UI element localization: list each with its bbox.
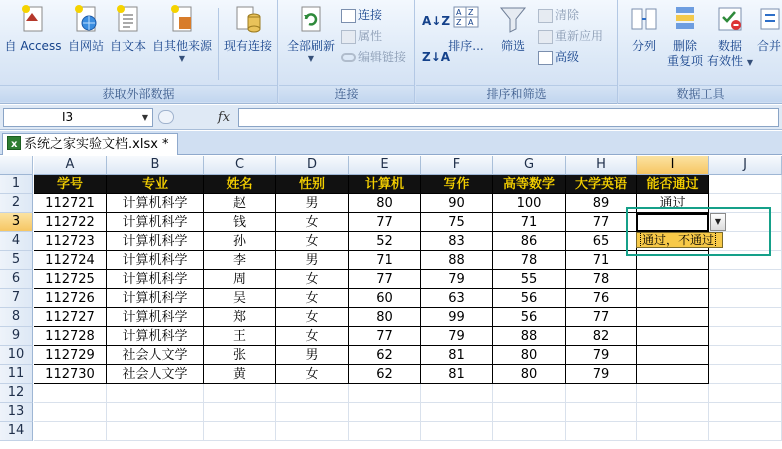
table-cell[interactable]: 77 xyxy=(566,308,637,327)
empty-cell[interactable] xyxy=(709,365,782,384)
header-cell[interactable]: 姓名 xyxy=(204,175,276,194)
remove-duplicates-button[interactable] xyxy=(665,3,705,69)
clear-button[interactable] xyxy=(538,6,579,24)
from-web-label: 自网站 xyxy=(67,39,104,53)
table-cell[interactable]: 李 xyxy=(204,251,276,270)
table-cell[interactable]: 78 xyxy=(493,251,566,270)
refresh-all-label: 全部刷新 xyxy=(286,39,335,53)
table-cell[interactable]: 63 xyxy=(421,289,493,308)
empty-cell[interactable] xyxy=(709,175,782,194)
properties-icon xyxy=(341,30,356,44)
column-header-E[interactable]: E xyxy=(349,156,421,175)
table-cell[interactable]: 计算机科学 xyxy=(107,270,204,289)
column-header-A[interactable]: A xyxy=(34,156,107,175)
remove-duplicates-label-1: 删除 xyxy=(672,39,697,53)
advanced-filter-icon xyxy=(538,51,553,65)
workbook-tab-label: 系统之家实验文档.xlsx * xyxy=(24,137,169,152)
empty-cell[interactable] xyxy=(709,327,782,346)
empty-cell[interactable] xyxy=(637,422,709,441)
table-cell[interactable] xyxy=(637,251,709,270)
consolidate-button[interactable] xyxy=(755,3,782,54)
empty-cell[interactable] xyxy=(709,384,782,403)
workbook-tab-strip xyxy=(0,131,782,155)
table-cell[interactable]: 112723 xyxy=(34,232,107,251)
empty-cell[interactable] xyxy=(709,346,782,365)
row-header-2[interactable]: 2 xyxy=(0,194,33,213)
table-cell[interactable] xyxy=(637,270,709,289)
reapply-button[interactable] xyxy=(538,27,603,45)
table-cell[interactable]: 计算机科学 xyxy=(107,251,204,270)
row-header-9[interactable]: 9 xyxy=(0,327,33,346)
validation-dropdown-button[interactable]: ▼ xyxy=(710,213,726,231)
from-access-button[interactable] xyxy=(2,3,64,54)
empty-cell[interactable] xyxy=(349,384,421,403)
row-header-8[interactable]: 8 xyxy=(0,308,33,327)
table-cell[interactable]: 计算机科学 xyxy=(107,232,204,251)
table-cell[interactable]: 83 xyxy=(421,232,493,251)
table-cell[interactable]: 81 xyxy=(421,346,493,365)
connections-button[interactable] xyxy=(341,6,382,24)
access-icon xyxy=(18,3,48,35)
table-cell[interactable]: 男 xyxy=(276,346,349,365)
column-header-C[interactable]: C xyxy=(204,156,276,175)
table-cell[interactable]: 112728 xyxy=(34,327,107,346)
group-label-external: 获取外部数据 xyxy=(0,85,277,102)
table-cell[interactable]: 100 xyxy=(493,194,566,213)
table-cell[interactable]: 女 xyxy=(276,270,349,289)
properties-button[interactable] xyxy=(341,27,382,45)
table-cell[interactable]: 79 xyxy=(566,365,637,384)
table-cell[interactable]: 张 xyxy=(204,346,276,365)
table-cell[interactable]: 女 xyxy=(276,213,349,232)
reapply-label: 重新应用 xyxy=(555,29,604,43)
header-cell[interactable]: 高等数学 xyxy=(493,175,566,194)
from-other-sources-button[interactable] xyxy=(150,3,214,63)
connections-label: 连接 xyxy=(358,8,383,22)
sort-ascending-icon: A↓Z xyxy=(422,14,451,28)
table-cell[interactable]: 女 xyxy=(276,365,349,384)
table-cell[interactable]: 周 xyxy=(204,270,276,289)
filter-label: 筛选 xyxy=(500,39,525,53)
name-box[interactable]: I3 xyxy=(3,108,153,127)
web-icon xyxy=(71,3,101,35)
from-text-label: 自文本 xyxy=(109,39,146,53)
sort-descending-icon: Z↓A xyxy=(422,50,451,64)
empty-cell[interactable] xyxy=(493,384,566,403)
svg-text:A: A xyxy=(468,18,474,27)
table-cell[interactable]: 86 xyxy=(493,232,566,251)
table-cell[interactable]: 女 xyxy=(276,327,349,346)
table-cell[interactable]: 75 xyxy=(421,213,493,232)
chevron-down-icon[interactable]: ▼ xyxy=(141,113,149,122)
reapply-icon xyxy=(538,30,553,44)
table-cell[interactable]: 郑 xyxy=(204,308,276,327)
header-cell[interactable]: 能否通过 xyxy=(637,175,709,194)
filter-funnel-icon xyxy=(498,3,528,35)
clear-filter-icon xyxy=(538,9,553,23)
table-cell[interactable]: 计算机科学 xyxy=(107,194,204,213)
table-cell[interactable]: 男 xyxy=(276,194,349,213)
empty-cell[interactable] xyxy=(107,384,204,403)
table-cell[interactable]: 吴 xyxy=(204,289,276,308)
empty-cell[interactable] xyxy=(709,251,782,270)
empty-cell[interactable] xyxy=(276,422,349,441)
ribbon xyxy=(0,0,782,104)
row-header-10[interactable]: 10 xyxy=(0,346,33,365)
table-cell[interactable]: 77 xyxy=(349,270,421,289)
empty-cell[interactable] xyxy=(349,403,421,422)
table-cell[interactable]: 男 xyxy=(276,251,349,270)
table-cell[interactable]: 56 xyxy=(493,289,566,308)
spreadsheet-grid xyxy=(0,156,782,449)
group-label-sort-filter: 排序和筛选 xyxy=(416,85,617,102)
table-cell[interactable]: 赵 xyxy=(204,194,276,213)
column-header-I[interactable]: I xyxy=(637,156,709,175)
group-sort-filter xyxy=(416,0,618,104)
empty-cell[interactable] xyxy=(204,403,276,422)
table-cell[interactable]: 社会人文学 xyxy=(107,346,204,365)
insert-function-button[interactable]: fx xyxy=(217,110,231,125)
table-cell[interactable]: 77 xyxy=(349,213,421,232)
from-web-button[interactable] xyxy=(66,3,106,54)
svg-text:Z: Z xyxy=(468,8,474,17)
empty-cell[interactable] xyxy=(421,403,493,422)
sort-button[interactable] xyxy=(446,3,486,54)
text-to-columns-button[interactable] xyxy=(627,3,661,54)
table-cell[interactable]: 82 xyxy=(566,327,637,346)
table-cell[interactable]: 56 xyxy=(493,308,566,327)
row-header-14[interactable]: 14 xyxy=(0,422,33,441)
from-text-button[interactable] xyxy=(108,3,148,54)
table-cell[interactable]: 通过 xyxy=(637,194,709,213)
table-cell[interactable]: 88 xyxy=(421,251,493,270)
refresh-all-button[interactable] xyxy=(283,3,339,63)
chevron-down-icon: ▼ xyxy=(178,54,186,63)
column-header-B[interactable]: B xyxy=(107,156,204,175)
empty-cell[interactable] xyxy=(276,384,349,403)
table-cell[interactable]: 80 xyxy=(349,308,421,327)
table-cell[interactable] xyxy=(637,289,709,308)
empty-cell[interactable] xyxy=(107,422,204,441)
column-header-F[interactable]: F xyxy=(421,156,493,175)
empty-cell[interactable] xyxy=(637,384,709,403)
properties-label: 属性 xyxy=(358,29,383,43)
table-cell[interactable]: 62 xyxy=(349,346,421,365)
data-validation-button[interactable] xyxy=(707,3,753,70)
table-cell[interactable]: 55 xyxy=(493,270,566,289)
table-cell[interactable]: 88 xyxy=(493,327,566,346)
table-cell[interactable]: 112722 xyxy=(34,213,107,232)
table-cell[interactable]: 78 xyxy=(566,270,637,289)
existing-connections-label: 现有连接 xyxy=(223,39,272,53)
header-cell[interactable]: 计算机 xyxy=(349,175,421,194)
from-access-label: 自 Access xyxy=(4,39,62,53)
table-cell[interactable]: 计算机科学 xyxy=(107,289,204,308)
row-header-1[interactable]: 1 xyxy=(0,175,33,194)
empty-cell[interactable] xyxy=(709,422,782,441)
table-cell[interactable]: 81 xyxy=(421,365,493,384)
workbook-tab[interactable] xyxy=(2,133,178,155)
empty-cell[interactable] xyxy=(34,403,107,422)
table-cell[interactable]: 71 xyxy=(349,251,421,270)
table-cell[interactable]: 65 xyxy=(566,232,637,251)
empty-cell[interactable] xyxy=(204,422,276,441)
empty-cell[interactable] xyxy=(421,384,493,403)
table-cell[interactable]: 60 xyxy=(349,289,421,308)
dropdown-option[interactable]: 通过，不通过 xyxy=(642,233,715,247)
table-cell[interactable]: 女 xyxy=(276,232,349,251)
empty-cell[interactable] xyxy=(637,403,709,422)
column-header-J[interactable]: J xyxy=(709,156,782,175)
column-header-H[interactable]: H xyxy=(566,156,637,175)
header-cell[interactable]: 专业 xyxy=(107,175,204,194)
table-cell[interactable]: 79 xyxy=(421,270,493,289)
text-to-columns-label: 分列 xyxy=(631,39,656,53)
chevron-down-icon: ▼ xyxy=(307,54,315,63)
group-data-tools xyxy=(619,0,782,104)
table-cell[interactable]: 76 xyxy=(566,289,637,308)
table-cell[interactable]: 计算机科学 xyxy=(107,327,204,346)
empty-cell[interactable] xyxy=(349,422,421,441)
row-header-7[interactable]: 7 xyxy=(0,289,33,308)
group-label-connections: 连接 xyxy=(279,85,414,102)
row-header-6[interactable]: 6 xyxy=(0,270,33,289)
row-header-3[interactable]: 3 xyxy=(0,213,33,232)
link-icon xyxy=(341,53,356,62)
chevron-down-icon: ▼ xyxy=(746,58,753,67)
group-connections xyxy=(279,0,415,104)
row-header-12[interactable]: 12 xyxy=(0,384,33,403)
row-header-5[interactable]: 5 xyxy=(0,251,33,270)
table-cell[interactable] xyxy=(637,308,709,327)
sort-dialog-icon xyxy=(451,3,481,35)
row-header-4[interactable]: 4 xyxy=(0,232,33,251)
consolidate-icon xyxy=(755,3,782,35)
table-cell[interactable]: 计算机科学 xyxy=(107,308,204,327)
formula-input[interactable] xyxy=(238,108,779,127)
empty-cell[interactable] xyxy=(493,422,566,441)
advanced-label: 高级 xyxy=(555,50,580,64)
table-cell[interactable]: 女 xyxy=(276,308,349,327)
table-cell[interactable]: 80 xyxy=(493,346,566,365)
row-header-11[interactable]: 11 xyxy=(0,365,33,384)
empty-cell[interactable] xyxy=(34,384,107,403)
table-cell[interactable]: 112730 xyxy=(34,365,107,384)
table-cell[interactable]: 62 xyxy=(349,365,421,384)
table-cell[interactable]: 71 xyxy=(493,213,566,232)
remove-duplicates-label-2: 重复项 xyxy=(666,54,703,68)
connections-icon xyxy=(341,9,356,23)
table-cell[interactable]: 112726 xyxy=(34,289,107,308)
empty-cell[interactable] xyxy=(107,403,204,422)
table-cell[interactable] xyxy=(637,346,709,365)
table-cell[interactable]: 79 xyxy=(421,327,493,346)
filter-button[interactable] xyxy=(496,3,530,54)
empty-cell[interactable] xyxy=(34,422,107,441)
group-label-data-tools: 数据工具 xyxy=(619,85,782,102)
column-header-G[interactable]: G xyxy=(493,156,566,175)
formula-bar xyxy=(0,105,782,130)
table-cell[interactable]: 80 xyxy=(349,194,421,213)
empty-cell[interactable] xyxy=(566,384,637,403)
header-cell[interactable]: 性别 xyxy=(276,175,349,194)
table-cell[interactable]: 112727 xyxy=(34,308,107,327)
empty-cell[interactable] xyxy=(566,422,637,441)
data-validation-label-2: 有效性 ▼ xyxy=(707,54,753,68)
empty-cell[interactable] xyxy=(709,194,782,213)
table-cell[interactable]: 77 xyxy=(566,213,637,232)
empty-cell[interactable] xyxy=(709,289,782,308)
table-cell[interactable]: 52 xyxy=(349,232,421,251)
empty-cell[interactable] xyxy=(566,403,637,422)
table-cell[interactable]: 71 xyxy=(566,251,637,270)
text-to-columns-icon xyxy=(629,3,659,35)
row-header-13[interactable]: 13 xyxy=(0,403,33,422)
existing-connections-icon xyxy=(233,3,263,35)
table-cell[interactable]: 112721 xyxy=(34,194,107,213)
table-cell[interactable]: 99 xyxy=(421,308,493,327)
excel-file-icon xyxy=(7,136,21,150)
empty-cell[interactable] xyxy=(493,403,566,422)
table-cell[interactable]: 112724 xyxy=(34,251,107,270)
table-cell[interactable]: 90 xyxy=(421,194,493,213)
table-cell[interactable]: 89 xyxy=(566,194,637,213)
data-validation-icon xyxy=(715,3,745,35)
active-cell-I3[interactable] xyxy=(636,213,709,232)
other-sources-icon xyxy=(167,3,197,35)
table-cell[interactable]: 女 xyxy=(276,289,349,308)
table-cell[interactable]: 社会人文学 xyxy=(107,365,204,384)
existing-connections-button[interactable] xyxy=(220,3,276,54)
table-cell[interactable]: 112725 xyxy=(34,270,107,289)
select-all-corner[interactable] xyxy=(0,156,33,175)
empty-cell[interactable] xyxy=(276,403,349,422)
header-cell[interactable]: 大学英语 xyxy=(566,175,637,194)
table-cell[interactable]: 黄 xyxy=(204,365,276,384)
table-cell[interactable]: 钱 xyxy=(204,213,276,232)
data-validation-label-1: 数据 xyxy=(717,39,742,53)
empty-cell[interactable] xyxy=(709,308,782,327)
clear-label: 清除 xyxy=(555,8,580,22)
table-cell[interactable]: 王 xyxy=(204,327,276,346)
advanced-button[interactable] xyxy=(538,48,579,66)
empty-cell[interactable] xyxy=(204,384,276,403)
table-cell[interactable]: 孙 xyxy=(204,232,276,251)
validation-dropdown-list[interactable] xyxy=(636,232,723,248)
sort-label: 排序... xyxy=(448,39,484,53)
table-cell[interactable]: 80 xyxy=(493,365,566,384)
table-cell[interactable]: 79 xyxy=(566,346,637,365)
empty-cell[interactable] xyxy=(709,270,782,289)
table-cell[interactable]: 77 xyxy=(349,327,421,346)
empty-cell[interactable] xyxy=(421,422,493,441)
empty-cell[interactable] xyxy=(709,403,782,422)
table-cell[interactable]: 112729 xyxy=(34,346,107,365)
from-other-sources-label: 自其他来源 xyxy=(151,39,212,53)
svg-text:Z: Z xyxy=(456,18,462,27)
remove-duplicates-icon xyxy=(670,3,700,35)
edit-links-button[interactable] xyxy=(341,48,406,66)
formula-bar-separator xyxy=(158,110,174,124)
text-file-icon xyxy=(113,3,143,35)
table-cell[interactable]: 计算机科学 xyxy=(107,213,204,232)
table-cell[interactable] xyxy=(637,327,709,346)
table-cell[interactable] xyxy=(637,365,709,384)
edit-links-label: 编辑链接 xyxy=(358,50,407,64)
column-header-D[interactable]: D xyxy=(276,156,349,175)
refresh-icon xyxy=(296,3,326,35)
consolidate-label: 合并 xyxy=(756,39,781,53)
header-cell[interactable]: 学号 xyxy=(34,175,107,194)
svg-text:A: A xyxy=(456,8,462,17)
header-cell[interactable]: 写作 xyxy=(421,175,493,194)
group-get-external-data xyxy=(0,0,278,104)
